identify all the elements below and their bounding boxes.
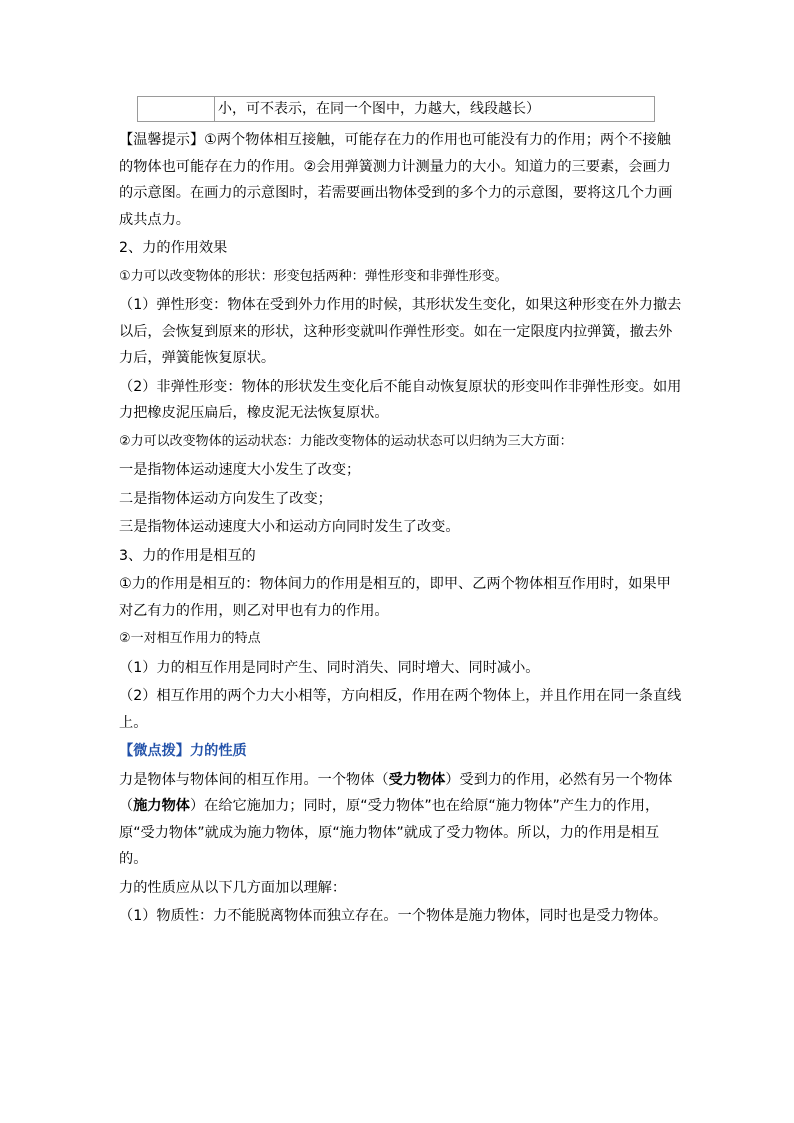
micro-p2: 力的性质应从以下几方面加以理解： (119, 879, 347, 896)
section-2-p5: 一是指物体运动速度大小发生了改变； (119, 462, 361, 478)
receiver-term: 受力物体 (388, 771, 446, 788)
table-cell-right: 小，可不表示，在同一个图中，力越大，线段越长） (218, 101, 540, 117)
table-row (137, 96, 655, 122)
section-3-p3: （1）力的相互作用是同时产生、同时消失、同时增大、同时减小。 (119, 659, 540, 676)
micro-p1 (119, 767, 685, 873)
micro-p1-c: ）受到力的作用，必然有另一个物体（ (119, 771, 673, 814)
tip-label: 【温馨提示】 (119, 132, 205, 148)
table-cell-left (138, 97, 215, 121)
micro-p1-e: ）在给它施加力；同时，原“受力物体”也在给原“施力物体”产生力的作用，原“受力物体”就成为施力物体，原“施力物体”就成了受力物体。所以，力的作用是相互的。 (119, 798, 660, 867)
body-text (119, 127, 685, 932)
section-2-p7: 三是指物体运动速度大小和运动方向同时发生了改变。 (119, 519, 460, 535)
section-2-p6: 二是指物体运动方向发生了改变； (119, 490, 332, 507)
tip-body: ①两个物体相互接触，可能存在力的作用也可能没有力的作用；两个不接触的物体也可能存在力的作用。②会用弹簧测力计测量力的大小。知道力的三要素，会画力的示意图。在画力的示意图时，若需要画出物体受到的多个力的示意图，要将这几个力画成共点力。 (119, 132, 673, 228)
micro-p1-a: 力是物体与物体间的相互作用。一个物体（ (119, 771, 389, 788)
section-2-p2: （1）弹性形变：物体在受到外力作用的时候，其形状发生变化，如果这种形变在外力撤去以后，会恢复到原来的形状，这种形变就叫作弹性形变。如在一定限度内拉弹簧，撤去外力后，弹簧能恢复原状。 (119, 297, 682, 366)
section-2-title: 2、力的作用效果 (119, 240, 228, 256)
micro-tip-heading: 【微点拨】力的性质 (119, 743, 247, 759)
section-3-p4: （2）相互作用的两个力大小相等，方向相反，作用在两个物体上，并且作用在同一条直线上。 (119, 688, 682, 731)
section-3-p1: ①力的作用是相互的：物体间力的作用是相互的，即甲、乙两个物体相互作用时，如果甲对乙有力的作用，则乙对甲也有力的作用。 (119, 576, 671, 619)
tip-paragraph (119, 127, 685, 233)
section-3-title: 3、力的作用是相互的 (119, 547, 256, 564)
micro-p3: （1）物质性：力不能脱离物体而独立存在。一个物体是施力物体，同时也是受力物体。 (119, 908, 668, 924)
section-2-p4: ②力可以改变物体的运动状态：力能改变物体的运动状态可以归纳为三大方面： (119, 433, 573, 449)
section-2-p3: （2）非弹性形变：物体的形状发生变化后不能自动恢复原状的形变叫作非弹性形变。如用力把橡皮泥压扁后，橡皮泥无法恢复原状。 (119, 378, 682, 421)
section-3-p2: ②一对相互作用力的特点 (119, 631, 261, 646)
section-2-p1: ①力可以改变物体的形状：形变包括两种：弹性形变和非弹性形变。 (119, 268, 508, 284)
exerter-term: 施力物体 (133, 798, 190, 814)
